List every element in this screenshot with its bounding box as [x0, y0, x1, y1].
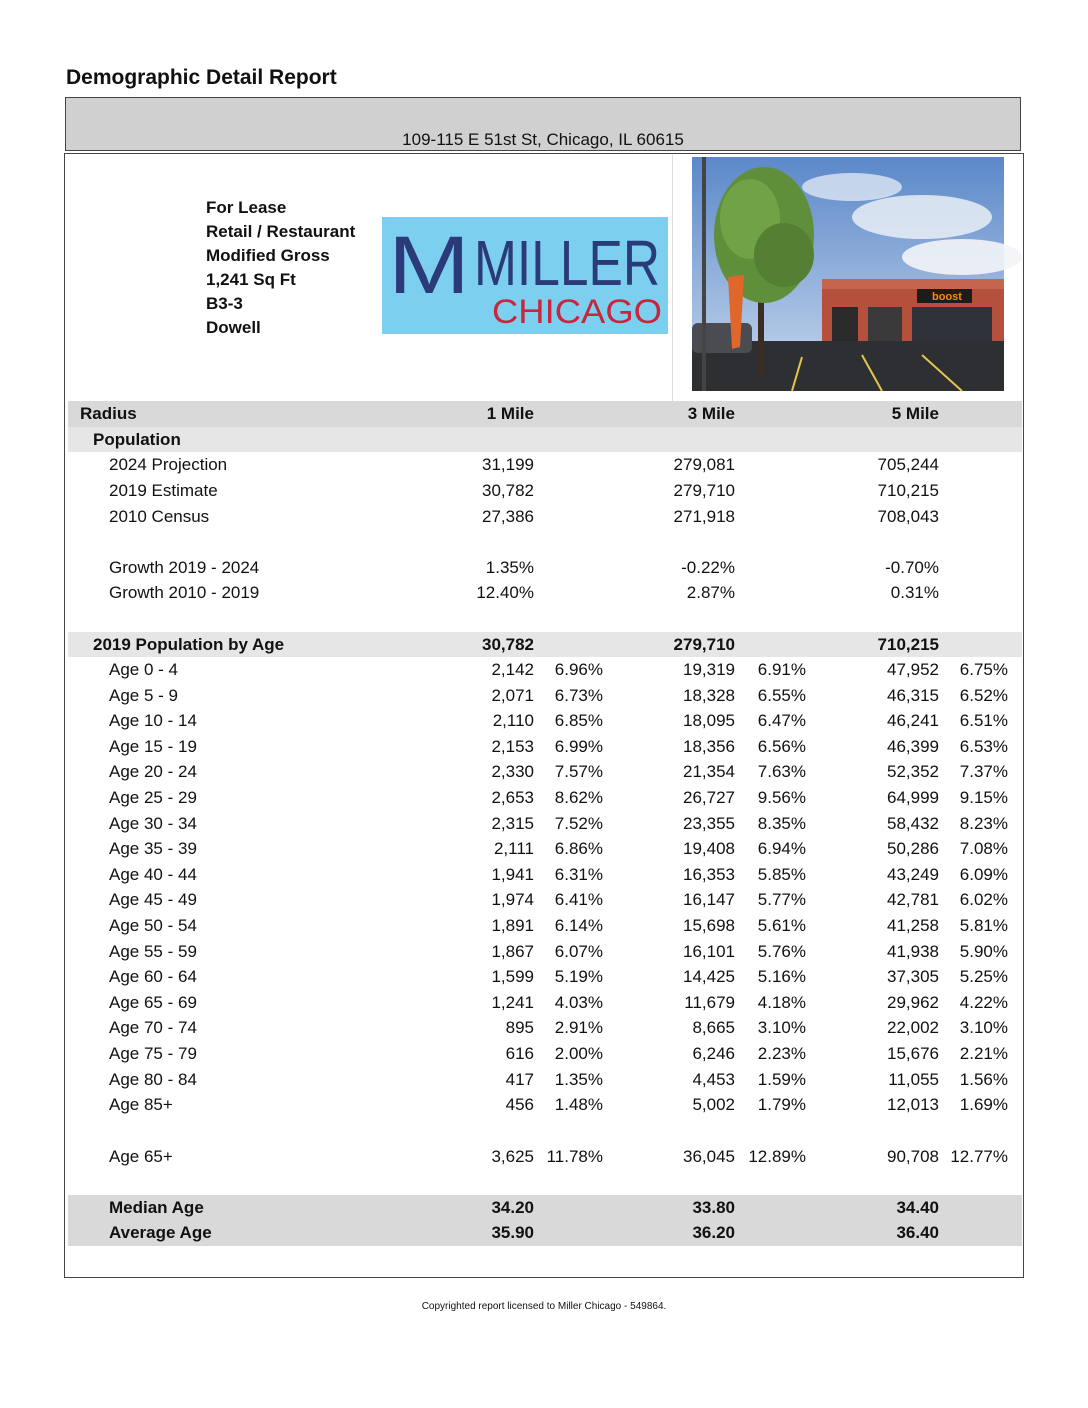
pct-5-mile: 6.75%	[959, 660, 1008, 679]
value-1-mile: 2,653	[491, 788, 534, 807]
pct-1-mile: 6.85%	[554, 711, 603, 731]
pct-3-mile: 5.76%	[757, 941, 806, 961]
value-3-mile: 18,095	[683, 711, 735, 731]
col-3-mile: 3 Mile	[687, 404, 735, 423]
listing-value: 1,241 Sq Ft	[206, 270, 296, 289]
row-label: Growth 2019 - 2024	[109, 558, 260, 577]
value-5-mile: 0.31%	[890, 583, 939, 602]
pct-1-mile: 6.96%	[554, 660, 603, 679]
age-row	[0, 734, 1088, 759]
median-3-mile: 33.80	[692, 1198, 735, 1217]
value-1-mile: 2,071	[491, 685, 534, 705]
value-5-mile: 46,315	[887, 685, 939, 705]
value-1-mile: 456	[505, 1095, 534, 1115]
pct-5-mile: 1.56%	[959, 1069, 1008, 1089]
listing-value: B3-3	[206, 294, 243, 313]
pct-5-mile: 2.21%	[959, 1044, 1008, 1063]
value-5-mile: 41,938	[887, 941, 939, 961]
median-5-mile: 34.40	[896, 1198, 939, 1217]
pct-1-mile: 7.57%	[554, 762, 603, 782]
value-3-mile: -0.22%	[681, 558, 735, 577]
value-5-mile: 43,249	[887, 864, 939, 884]
population-row	[0, 478, 1088, 503]
value-3-mile: 279,081	[673, 455, 735, 474]
value-1-mile: 1,867	[491, 941, 534, 961]
pct-1-mile: 6.14%	[554, 916, 603, 935]
value-3-mile: 26,727	[683, 788, 735, 807]
age-row	[0, 1015, 1088, 1040]
copyright-footer: Copyrighted report licensed to Miller Chicago - 549864.	[421, 1301, 667, 1312]
listing-row	[0, 268, 420, 292]
value-1-mile: 1.35%	[485, 558, 534, 577]
pct-1-mile: 6.73%	[554, 685, 603, 705]
pct-3-mile: 5.77%	[757, 890, 806, 910]
pct-1-mile: 11.78%	[546, 1147, 603, 1166]
radius-label: Radius	[80, 404, 137, 423]
age-heading	[0, 632, 1088, 657]
value-5-mile: 42,781	[887, 890, 939, 910]
age-row	[0, 990, 1088, 1015]
pct-3-mile: 5.61%	[757, 916, 806, 935]
value-3-mile: 4,453	[692, 1069, 735, 1089]
growth-row	[0, 580, 1088, 605]
listing-row	[0, 316, 420, 340]
pct-1-mile: 6.41%	[554, 890, 603, 910]
population-heading-label: Population	[93, 430, 181, 449]
age-row	[0, 1092, 1088, 1117]
pct-3-mile: 5.85%	[757, 864, 806, 884]
row-label: Age 80 - 84	[109, 1069, 197, 1089]
pct-5-mile: 9.15%	[959, 788, 1008, 807]
value-1-mile: 2,110	[492, 711, 534, 731]
pct-3-mile: 6.47%	[757, 711, 806, 731]
pct-3-mile: 2.23%	[757, 1044, 806, 1063]
age-total-1: 30,782	[482, 635, 534, 654]
listing-row	[0, 196, 420, 220]
value-5-mile: 710,215	[877, 481, 939, 500]
value-1-mile: 1,241	[491, 992, 534, 1012]
value-1-mile: 2,315	[491, 813, 534, 833]
pct-1-mile: 7.52%	[554, 813, 603, 833]
age-row	[0, 913, 1088, 938]
pct-1-mile: 1.48%	[554, 1095, 603, 1115]
value-5-mile: 47,952	[887, 660, 939, 679]
value-1-mile: 1,941	[491, 864, 534, 884]
value-3-mile: 8,665	[692, 1018, 735, 1038]
pct-3-mile: 1.59%	[757, 1069, 806, 1089]
average-age-label: Average Age	[109, 1223, 212, 1242]
value-5-mile: 64,999	[887, 788, 939, 807]
value-5-mile: 29,962	[887, 992, 939, 1012]
pct-5-mile: 12.77%	[950, 1147, 1008, 1166]
value-3-mile: 21,354	[683, 762, 735, 782]
pct-5-mile: 8.23%	[959, 813, 1008, 833]
row-label: Age 85+	[109, 1095, 173, 1115]
age-heading-label: 2019 Population by Age	[93, 635, 285, 654]
value-3-mile: 5,002	[692, 1095, 735, 1115]
listing-row	[0, 220, 420, 244]
row-label: Age 15 - 19	[109, 736, 197, 756]
pct-5-mile: 6.09%	[959, 864, 1008, 884]
value-5-mile: 52,352	[887, 762, 939, 782]
pct-5-mile: 1.69%	[959, 1095, 1008, 1115]
pct-1-mile: 4.03%	[554, 992, 603, 1012]
row-label: Age 25 - 29	[109, 788, 197, 807]
age-row	[0, 1067, 1088, 1092]
row-label: 2010 Census	[109, 507, 210, 526]
value-1-mile: 2,330	[491, 762, 534, 782]
row-label: 2019 Estimate	[109, 481, 218, 500]
value-1-mile: 1,599	[491, 967, 534, 987]
value-3-mile: 6,246	[692, 1044, 735, 1063]
divider	[672, 155, 673, 401]
row-label: Growth 2010 - 2019	[109, 583, 260, 602]
age-row	[0, 939, 1088, 964]
population-heading	[0, 427, 1088, 452]
age-row	[0, 1041, 1088, 1066]
value-3-mile: 23,355	[683, 813, 735, 833]
age-row	[0, 964, 1088, 989]
pct-1-mile: 6.99%	[554, 736, 603, 756]
pct-3-mile: 4.18%	[757, 992, 806, 1012]
age-row	[0, 836, 1088, 861]
row-label: Age 60 - 64	[109, 967, 197, 987]
property-address: 109-115 E 51st St, Chicago, IL 60615	[402, 130, 684, 149]
age-row	[0, 887, 1088, 912]
value-5-mile: 58,432	[887, 813, 939, 833]
value-3-mile: 19,319	[683, 660, 735, 679]
row-label: Age 65 - 69	[109, 992, 197, 1012]
value-3-mile: 271,918	[673, 507, 735, 526]
pct-5-mile: 6.02%	[959, 890, 1008, 910]
pct-3-mile: 6.91%	[757, 660, 806, 679]
value-3-mile: 14,425	[683, 967, 735, 987]
pct-5-mile: 6.51%	[959, 711, 1008, 731]
age-row	[0, 657, 1088, 682]
pct-3-mile: 12.89%	[748, 1147, 806, 1166]
pct-3-mile: 6.55%	[757, 685, 806, 705]
pct-3-mile: 6.56%	[757, 736, 806, 756]
value-3-mile: 19,408	[683, 839, 735, 859]
value-1-mile: 1,891	[491, 916, 534, 935]
value-1-mile: 2,111	[493, 839, 534, 859]
value-5-mile: 708,043	[877, 507, 939, 526]
average-5-mile: 36.40	[896, 1223, 939, 1242]
value-3-mile: 2.87%	[686, 583, 735, 602]
age-total-3: 279,710	[673, 635, 735, 654]
average-1-mile: 35.90	[491, 1223, 534, 1242]
age-row	[0, 811, 1088, 836]
value-1-mile: 31,199	[482, 455, 534, 474]
pct-5-mile: 5.81%	[959, 916, 1008, 935]
listing-value: Dowell	[206, 318, 261, 337]
age-row	[0, 683, 1088, 708]
average-age-row	[0, 1220, 1088, 1245]
growth-row	[0, 555, 1088, 580]
value-5-mile: 15,676	[887, 1044, 939, 1063]
row-label: Age 40 - 44	[109, 864, 197, 884]
value-5-mile: 11,055	[888, 1069, 939, 1089]
pct-1-mile: 2.00%	[554, 1044, 603, 1063]
row-label: Age 50 - 54	[109, 916, 197, 935]
age-row	[0, 862, 1088, 887]
value-1-mile: 27,386	[482, 507, 534, 526]
value-5-mile: 50,286	[887, 839, 939, 859]
value-1-mile: 1,974	[491, 890, 534, 910]
property-photo	[692, 157, 1004, 391]
pct-5-mile: 3.10%	[959, 1018, 1008, 1038]
value-3-mile: 18,356	[683, 736, 735, 756]
median-1-mile: 34.20	[491, 1198, 534, 1217]
pct-1-mile: 2.91%	[554, 1018, 603, 1038]
pct-1-mile: 6.31%	[554, 864, 603, 884]
value-3-mile: 15,698	[683, 916, 735, 935]
pct-5-mile: 6.52%	[959, 685, 1008, 705]
listing-value: Retail / Restaurant	[206, 222, 356, 241]
age-row	[0, 759, 1088, 784]
row-label: Age 5 - 9	[109, 685, 178, 705]
age-total-5: 710,215	[877, 635, 939, 654]
pct-3-mile: 1.79%	[757, 1095, 806, 1115]
row-label: Age 75 - 79	[109, 1044, 197, 1063]
row-label: 2024 Projection	[109, 455, 228, 474]
pct-3-mile: 3.10%	[757, 1018, 806, 1038]
value-3-mile: 16,101	[683, 941, 735, 961]
row-label: Age 70 - 74	[109, 1018, 197, 1038]
radius-header	[0, 401, 1088, 426]
value-5-mile: 22,002	[887, 1018, 939, 1038]
row-label: Age 10 - 14	[109, 711, 197, 731]
pct-1-mile: 1.35%	[554, 1069, 603, 1089]
pct-3-mile: 5.16%	[757, 967, 806, 987]
logo-line2: CHICAGO	[492, 293, 662, 331]
listing-value: For Lease	[206, 198, 287, 217]
value-1-mile: 895	[505, 1018, 534, 1038]
store-sign: boost	[932, 291, 962, 303]
value-1-mile: 2,142	[491, 660, 534, 679]
col-1-mile: 1 Mile	[486, 404, 534, 423]
value-5-mile: -0.70%	[885, 558, 939, 577]
pct-5-mile: 5.90%	[959, 941, 1008, 961]
pct-1-mile: 6.86%	[554, 839, 603, 859]
pct-5-mile: 5.25%	[959, 967, 1008, 987]
value-5-mile: 37,305	[887, 967, 939, 987]
value-1-mile: 2,153	[491, 736, 534, 756]
value-1-mile: 12.40%	[476, 583, 534, 602]
pct-3-mile: 6.94%	[757, 839, 806, 859]
value-5-mile: 90,708	[887, 1147, 939, 1166]
pct-1-mile: 5.19%	[554, 967, 603, 987]
pct-5-mile: 6.53%	[959, 736, 1008, 756]
address-header	[65, 97, 1021, 151]
value-3-mile: 16,147	[683, 890, 735, 910]
pct-5-mile: 7.37%	[959, 762, 1008, 782]
report-title: Demographic Detail Report	[66, 66, 337, 89]
pct-3-mile: 7.63%	[757, 762, 806, 782]
row-label: Age 0 - 4	[109, 660, 178, 679]
population-row	[0, 504, 1088, 529]
value-1-mile: 616	[505, 1044, 534, 1063]
row-label: Age 30 - 34	[109, 813, 197, 833]
median-age-row	[0, 1195, 1088, 1220]
value-1-mile: 30,782	[482, 481, 534, 500]
pct-3-mile: 8.35%	[757, 813, 806, 833]
value-3-mile: 11,679	[684, 992, 735, 1012]
miller-chicago-logo	[382, 217, 668, 334]
median-age-label: Median Age	[109, 1198, 204, 1217]
value-3-mile: 16,353	[683, 864, 735, 884]
logo-line1: MILLER	[474, 227, 660, 299]
value-5-mile: 12,013	[887, 1095, 939, 1115]
pct-1-mile: 6.07%	[554, 941, 603, 961]
row-label: Age 55 - 59	[109, 941, 197, 961]
value-1-mile: 417	[505, 1069, 534, 1089]
row-label: Age 45 - 49	[109, 890, 197, 910]
pct-1-mile: 8.62%	[554, 788, 603, 807]
pct-3-mile: 9.56%	[757, 788, 806, 807]
pct-5-mile: 4.22%	[959, 992, 1008, 1012]
listing-row	[0, 244, 420, 268]
row-label: Age 65+	[109, 1147, 173, 1166]
value-1-mile: 3,625	[491, 1147, 534, 1166]
col-5-mile: 5 Mile	[891, 404, 939, 423]
age-row	[0, 708, 1088, 733]
value-3-mile: 279,710	[673, 481, 735, 500]
listing-row	[0, 292, 420, 316]
pct-5-mile: 7.08%	[959, 839, 1008, 859]
row-label: Age 20 - 24	[109, 762, 197, 782]
value-5-mile: 46,241	[887, 711, 939, 731]
listing-value: Modified Gross	[206, 246, 330, 265]
row-label: Age 35 - 39	[109, 839, 197, 859]
value-3-mile: 36,045	[683, 1147, 735, 1166]
svg-text:M: M	[388, 220, 470, 311]
value-5-mile: 705,244	[877, 455, 939, 474]
average-3-mile: 36.20	[692, 1223, 735, 1242]
value-3-mile: 18,328	[683, 685, 735, 705]
age-65-plus-row	[0, 1144, 1088, 1169]
population-row	[0, 452, 1088, 477]
value-5-mile: 46,399	[887, 736, 939, 756]
age-row	[0, 785, 1088, 810]
value-5-mile: 41,258	[887, 916, 939, 935]
